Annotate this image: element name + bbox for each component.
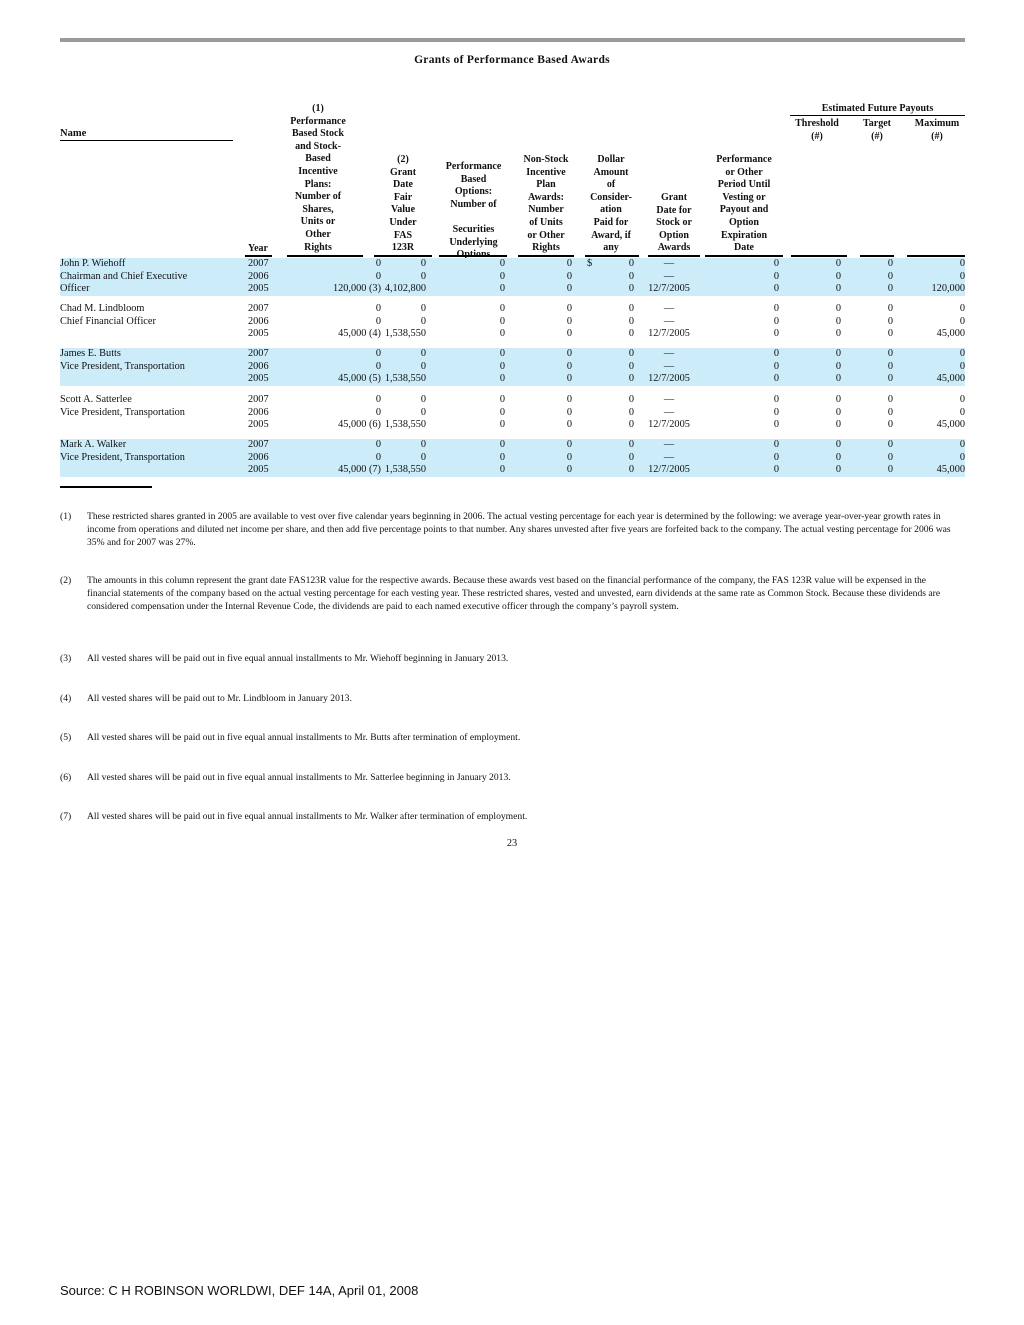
table-row: [60, 348, 965, 361]
cell-maximum: 0: [959, 394, 965, 405]
cell-shares: 120,000 (3): [332, 283, 381, 295]
cell-fair: 0: [420, 258, 426, 269]
cell-nonstock: 0: [566, 328, 572, 340]
executive-name-line: Vice President, Transportation: [60, 406, 185, 418]
cell-target: 0: [887, 451, 893, 463]
cell-shares: 0: [375, 315, 381, 327]
cell-dollar: 0: [628, 394, 634, 405]
cell-fair: 0: [420, 360, 426, 372]
cell-dollar: 0: [628, 373, 634, 385]
table-group: [60, 439, 965, 477]
cell-maximum: 0: [959, 360, 965, 372]
cell-shares: 0: [375, 270, 381, 282]
cell-threshold: 0: [835, 258, 841, 269]
cell-fair: 0: [420, 451, 426, 463]
cell-grant: —: [663, 303, 675, 314]
cell-maximum: 0: [959, 406, 965, 418]
cell-period: 0: [773, 270, 779, 282]
header-target: Target (#): [863, 118, 891, 142]
cell-period: 0: [773, 348, 779, 359]
footnote-number: (6): [60, 772, 72, 783]
cell-options: 0: [499, 394, 505, 405]
executive-name-line: Vice President, Transportation: [60, 360, 185, 372]
cell-threshold: 0: [835, 464, 841, 476]
cell-options: 0: [499, 451, 505, 463]
cell-period: 0: [773, 283, 779, 295]
cell-grant: —: [663, 348, 675, 359]
cell-fair: 1,538,550: [384, 464, 426, 476]
footnote: [60, 511, 960, 549]
footnote: [60, 772, 960, 785]
cell-nonstock: 0: [566, 439, 572, 450]
cell-maximum: 120,000: [931, 283, 965, 295]
footnote-text: All vested shares will be paid out in five equal annual installments to Mr. Wiehoff beginning in January 2013.: [87, 653, 509, 664]
cell-options: 0: [499, 258, 505, 269]
cell-target: 0: [887, 394, 893, 405]
cell-grant: —: [663, 451, 675, 463]
cell-period: 0: [773, 451, 779, 463]
header-period: Performance or Other Period Until Vesting or Payout and Option Expiration Date: [716, 154, 772, 254]
cell-threshold: 0: [835, 394, 841, 405]
top-rule: [60, 38, 965, 42]
cell-year: 2005: [248, 464, 269, 476]
cell-shares: 0: [375, 258, 381, 269]
cell-period: 0: [773, 439, 779, 450]
header-nonstock: Non-Stock Incentive Plan Awards: Number of Units or Other Rights: [523, 154, 569, 254]
cell-grant: 12/7/2005: [648, 464, 690, 476]
cell-fair: 1,538,550: [384, 419, 426, 431]
cell-dollar: 0: [628, 348, 634, 359]
cell-dollar: 0: [628, 451, 634, 463]
cell-threshold: 0: [835, 406, 841, 418]
cell-options: 0: [499, 348, 505, 359]
cell-nonstock: 0: [566, 283, 572, 295]
cell-year: 2006: [248, 451, 269, 463]
cell-shares: 0: [375, 451, 381, 463]
executive-name-line: John P. Wiehoff: [60, 258, 126, 269]
cell-threshold: 0: [835, 283, 841, 295]
cell-threshold: 0: [835, 270, 841, 282]
header-fair-value: (2) Grant Date Fair Value Under FAS 123R: [389, 154, 417, 254]
cell-target: 0: [887, 348, 893, 359]
footnote: [60, 575, 960, 613]
cell-nonstock: 0: [566, 360, 572, 372]
cell-target: 0: [887, 419, 893, 431]
cell-threshold: 0: [835, 303, 841, 314]
table-group: [60, 348, 965, 386]
cell-target: 0: [887, 439, 893, 450]
cell-maximum: 0: [959, 258, 965, 269]
cell-period: 0: [773, 406, 779, 418]
cell-period: 0: [773, 394, 779, 405]
cell-nonstock: 0: [566, 258, 572, 269]
cell-shares: 0: [375, 360, 381, 372]
cell-options: 0: [499, 373, 505, 385]
cell-period: 0: [773, 258, 779, 269]
cell-options: 0: [499, 303, 505, 314]
table-row: [60, 394, 965, 407]
cell-maximum: 0: [959, 348, 965, 359]
cell-nonstock: 0: [566, 394, 572, 405]
cell-period: 0: [773, 303, 779, 314]
cell-options: 0: [499, 464, 505, 476]
header-rule: [245, 255, 272, 257]
table-row: [60, 407, 965, 420]
cell-fair: 0: [420, 303, 426, 314]
page-title: Grants of Performance Based Awards: [414, 54, 610, 66]
header-rule: [791, 255, 847, 257]
cell-shares: 45,000 (6): [338, 419, 381, 431]
executive-name-line: Chairman and Chief Executive: [60, 270, 188, 282]
cell-year: 2007: [248, 303, 269, 314]
cell-options: 0: [499, 439, 505, 450]
page-number: 23: [506, 838, 518, 849]
cell-options: 0: [499, 419, 505, 431]
cell-grant: 12/7/2005: [648, 373, 690, 385]
header-threshold: Threshold (#): [795, 118, 839, 142]
cell-dollar: 0: [628, 419, 634, 431]
cell-threshold: 0: [835, 419, 841, 431]
cell-fair: 1,538,550: [384, 373, 426, 385]
table-row: [60, 452, 965, 465]
header-rule: [585, 255, 639, 257]
cell-threshold: 0: [835, 328, 841, 340]
cell-fair: 0: [420, 315, 426, 327]
cell-options: 0: [499, 315, 505, 327]
cell-dollar: 0: [628, 283, 634, 295]
cell-dollar: 0: [628, 303, 634, 314]
table-row: [60, 361, 965, 374]
table-group: [60, 258, 965, 296]
header-maximum: Maximum (#): [914, 118, 960, 142]
cell-shares: 45,000 (7): [338, 464, 381, 476]
cell-year: 2005: [248, 328, 269, 340]
cell-target: 0: [887, 360, 893, 372]
cell-threshold: 0: [835, 360, 841, 372]
footnote: [60, 811, 960, 824]
footnote-number: (5): [60, 732, 72, 743]
cell-dollar: 0: [628, 270, 634, 282]
header-grant-date: Grant Date for Stock or Option Awards: [656, 192, 692, 254]
cell-threshold: 0: [835, 373, 841, 385]
source-line: Source: C H ROBINSON WORLDWI, DEF 14A, April 01, 2008: [60, 1283, 419, 1298]
cell-threshold: 0: [835, 439, 841, 450]
cell-grant: —: [663, 315, 675, 327]
cell-nonstock: 0: [566, 270, 572, 282]
executive-name-line: James E. Butts: [60, 348, 121, 359]
executive-name-line: Scott A. Satterlee: [60, 394, 132, 405]
cell-grant: —: [663, 270, 675, 282]
footnote-rule: [60, 486, 152, 488]
header-rule: [439, 255, 507, 257]
table-group: [60, 394, 965, 432]
cell-options: 0: [499, 360, 505, 372]
cell-dollar: 0: [628, 406, 634, 418]
cell-options: 0: [499, 328, 505, 340]
table-row: [60, 419, 965, 432]
cell-year: 2007: [248, 439, 269, 450]
cell-maximum: 0: [959, 439, 965, 450]
cell-period: 0: [773, 315, 779, 327]
header-year: Year: [248, 243, 268, 254]
cell-nonstock: 0: [566, 348, 572, 359]
cell-fair: 0: [420, 394, 426, 405]
cell-maximum: 45,000: [936, 373, 965, 385]
cell-dollar: 0: [628, 439, 634, 450]
table-row: [60, 373, 965, 386]
executive-name-line: Officer: [60, 283, 90, 295]
cell-dollar: 0: [628, 360, 634, 372]
header-rule: [374, 255, 432, 257]
table-row: [60, 258, 965, 271]
header-estimated: Estimated Future Payouts: [790, 103, 965, 116]
footnote: [60, 693, 960, 706]
cell-fair: 1,538,550: [384, 328, 426, 340]
footnote-number: (7): [60, 811, 72, 822]
cell-shares: 45,000 (5): [338, 373, 381, 385]
table-row: [60, 439, 965, 452]
cell-maximum: 0: [959, 303, 965, 314]
cell-period: 0: [773, 464, 779, 476]
cell-target: 0: [887, 315, 893, 327]
executive-name-line: Vice President, Transportation: [60, 451, 185, 463]
cell-dollar: 0: [628, 328, 634, 340]
footnote-text: The amounts in this column represent the grant date FAS123R value for the respective awards. Because these awards vest based on the financial performance of the company, the FAS 123R value will be expensed in the financial statements of the company based on the actual vesting percentage for each vesting year. These restricted shares, vested and unvested, earn dividends at the same rate as Common Stock. Because these dividends are considered compensation under the Internal Revenue Code, the dividends are paid to each named executive officer through the company’s payroll system.: [87, 575, 941, 612]
footnote-number: (4): [60, 693, 72, 704]
cell-fair: 0: [420, 439, 426, 450]
cell-options: 0: [499, 270, 505, 282]
cell-maximum: 45,000: [936, 464, 965, 476]
cell-maximum: 0: [959, 270, 965, 282]
cell-grant: 12/7/2005: [648, 283, 690, 295]
cell-year: 2005: [248, 283, 269, 295]
cell-year: 2005: [248, 419, 269, 431]
cell-fair: 0: [420, 270, 426, 282]
table-row: [60, 316, 965, 329]
cell-fair: 4,102,800: [384, 283, 426, 295]
cell-target: 0: [887, 328, 893, 340]
cell-nonstock: 0: [566, 406, 572, 418]
header-rule: [907, 255, 965, 257]
cell-fair: 0: [420, 406, 426, 418]
footnote-text: These restricted shares granted in 2005 are available to vest over five calendar years beginning in 2006. The actual vesting percentage for each year is determined by the following: we average year-over-year growth rates in income from operations and diluted net income per share, and then add five percentage points to that number. Any shares unvested after five years are forfeited back to the company. The actual vesting percentage for 2006 was 35% and for 2007 was 27%.: [87, 511, 951, 548]
cell-shares: 0: [375, 303, 381, 314]
header-rule: [648, 255, 700, 257]
cell-grant: —: [663, 258, 675, 269]
cell-year: 2006: [248, 360, 269, 372]
footnote-text: All vested shares will be paid out in five equal annual installments to Mr. Satterlee beginning in January 2013.: [87, 772, 511, 783]
cell-shares: 0: [375, 406, 381, 418]
cell-maximum: 45,000: [936, 419, 965, 431]
cell-year: 2006: [248, 315, 269, 327]
cell-grant: —: [663, 360, 675, 372]
cell-dollar-sign: $: [587, 258, 593, 269]
cell-year: 2006: [248, 270, 269, 282]
footnote-text: All vested shares will be paid out to Mr. Lindbloom in January 2013.: [87, 693, 352, 704]
header-rule: [860, 255, 894, 257]
cell-maximum: 0: [959, 315, 965, 327]
cell-year: 2005: [248, 373, 269, 385]
table-row: [60, 283, 965, 296]
table-row: [60, 328, 965, 341]
cell-threshold: 0: [835, 315, 841, 327]
cell-nonstock: 0: [566, 315, 572, 327]
table-row: [60, 464, 965, 477]
cell-grant: 12/7/2005: [648, 419, 690, 431]
cell-maximum: 45,000: [936, 328, 965, 340]
cell-nonstock: 0: [566, 373, 572, 385]
cell-shares: 0: [375, 439, 381, 450]
footnote-number: (1): [60, 511, 72, 522]
cell-grant: —: [663, 406, 675, 418]
footnote: [60, 653, 960, 666]
cell-nonstock: 0: [566, 464, 572, 476]
cell-period: 0: [773, 419, 779, 431]
footnote-number: (2): [60, 575, 72, 586]
table-row: [60, 271, 965, 284]
cell-year: 2007: [248, 258, 269, 269]
header-rule: [705, 255, 783, 257]
cell-year: 2007: [248, 394, 269, 405]
cell-nonstock: 0: [566, 419, 572, 431]
cell-target: 0: [887, 406, 893, 418]
header-perf-shares: (1) Performance Based Stock and Stock- Based Incentive Plans: Number of Shares, Units or Other Rights: [290, 103, 346, 253]
cell-threshold: 0: [835, 348, 841, 359]
cell-grant: —: [663, 439, 675, 450]
cell-options: 0: [499, 406, 505, 418]
header-name: Name: [60, 128, 233, 141]
cell-shares: 45,000 (4): [338, 328, 381, 340]
cell-shares: 0: [375, 348, 381, 359]
cell-shares: 0: [375, 394, 381, 405]
footnote-text: All vested shares will be paid out in five equal annual installments to Mr. Walker after termination of employment.: [87, 811, 528, 822]
header-options: Performance Based Options: Number of Securities Underlying: [445, 161, 502, 248]
cell-options: 0: [499, 283, 505, 295]
cell-nonstock: 0: [566, 303, 572, 314]
executive-name-line: Chief Financial Officer: [60, 315, 156, 327]
cell-nonstock: 0: [566, 451, 572, 463]
cell-target: 0: [887, 303, 893, 314]
cell-target: 0: [887, 283, 893, 295]
cell-maximum: 0: [959, 451, 965, 463]
cell-target: 0: [887, 373, 893, 385]
footnote-number: (3): [60, 653, 72, 664]
table-group: [60, 303, 965, 341]
header-dollar: Dollar Amount of Consider- ation Paid for Award, if any: [590, 154, 632, 254]
cell-target: 0: [887, 464, 893, 476]
cell-grant: —: [663, 394, 675, 405]
cell-grant: 12/7/2005: [648, 328, 690, 340]
cell-dollar: 0: [628, 258, 634, 269]
cell-dollar: 0: [628, 464, 634, 476]
cell-period: 0: [773, 360, 779, 372]
cell-period: 0: [773, 373, 779, 385]
footnote: [60, 732, 960, 745]
header-rule: [287, 255, 363, 257]
header-rule: [518, 255, 574, 257]
footnote-text: All vested shares will be paid out in five equal annual installments to Mr. Butts after termination of employment.: [87, 732, 521, 743]
cell-dollar: 0: [628, 315, 634, 327]
cell-target: 0: [887, 270, 893, 282]
cell-year: 2006: [248, 406, 269, 418]
executive-name-line: Mark A. Walker: [60, 439, 127, 450]
cell-threshold: 0: [835, 451, 841, 463]
cell-target: 0: [887, 258, 893, 269]
cell-period: 0: [773, 328, 779, 340]
cell-year: 2007: [248, 348, 269, 359]
cell-fair: 0: [420, 348, 426, 359]
table-row: [60, 303, 965, 316]
executive-name-line: Chad M. Lindbloom: [60, 303, 145, 314]
